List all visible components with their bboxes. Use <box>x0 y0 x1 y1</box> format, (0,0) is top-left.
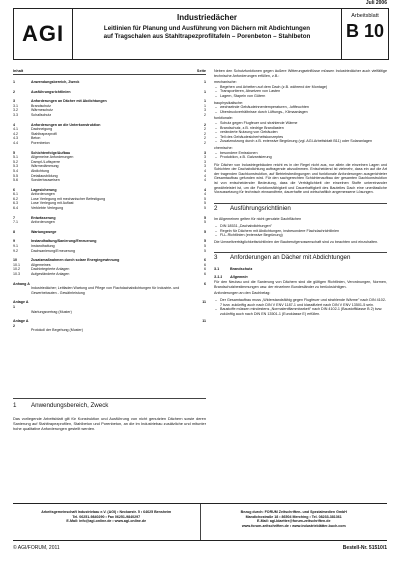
toc-entry-number: 6.1 <box>13 192 18 197</box>
toc-entry <box>13 178 206 183</box>
bullet-item: – Teil des Gebäudesicherheitskonzeptes <box>214 135 387 140</box>
footer-left-line-3: E-Mail: info@agi-online.de • www.agi-online.de <box>66 519 147 524</box>
toc-entry-page: 5 <box>204 201 206 206</box>
toc-entry-number: 10 <box>13 258 17 263</box>
section-2-list <box>214 224 387 238</box>
publication-date: Juli 2006 <box>365 0 387 6</box>
toc-entry-page: 3 <box>204 159 206 164</box>
intro-paragraph: Neben den Schutzfunktionen gegen äußere Witterungseinflüsse müssen Industriedächer auch vielfältige technische Anforderungen erfüllen, z.B.: <box>214 69 387 78</box>
toc-entry-page: 2 <box>204 140 206 145</box>
toc-entry-number: 10.2 <box>13 267 20 272</box>
mech-list <box>214 85 387 99</box>
toc-entry <box>13 90 206 95</box>
toc-entry-number: Anlage A 1 <box>13 300 29 309</box>
toc-entry-page: 1 <box>204 103 206 108</box>
bullet-item: – Regeln für Dächern mit Abdichtungen, insbesondere Flachdachrichtlinien <box>214 229 387 234</box>
chem-list <box>214 151 387 160</box>
toc-entry-label: Lagesicherung <box>31 187 57 192</box>
toc-entry-label: Dachintegrierte Anlagen <box>31 267 70 272</box>
subsection-3-1-title: Brandschutz <box>230 267 253 271</box>
toc-entry-number: 5.1 <box>13 155 18 160</box>
subsection-3-1-number: 3.1 <box>214 267 220 271</box>
section-1-heading <box>13 398 206 409</box>
toc-header-seite: Seite <box>196 69 206 73</box>
toc-header-inhalt: Inhalt <box>13 69 24 73</box>
section-1-title: Anwendungsbereich, Zweck <box>31 402 109 409</box>
toc-entry-label: Zusatzmaßnahmen durch solare Energiegewinnung <box>31 258 120 263</box>
toc-entry-label: Verklebte Verlegung <box>31 206 64 211</box>
toc-entry-number: 6.2 <box>13 196 18 201</box>
toc-entry-label: Instandhaltung/Sanierung/Erneuerung <box>31 239 97 244</box>
toc-entry-label: Lose Verlegung mit Auflast <box>31 201 74 206</box>
toc-entry-label: Wartungswege <box>31 229 57 234</box>
toc-entry-number: 6.4 <box>13 206 18 211</box>
toc-entry-number: Anhang A <box>13 281 30 286</box>
toc-entry-label: Sonderbauweisen <box>31 178 60 183</box>
toc-entry-page: 5 <box>204 248 206 253</box>
bullet-item: – Überdruckverhältnisse durch Lüftungs-, Klimaanlagen <box>214 110 387 115</box>
section-2-intro: Im Allgemeinen gelten für nicht genutzte Dachflächen <box>214 217 302 222</box>
footer-left-line-1: Arbeitsgemeinschaft Industriebau e.V. (AGI) • Neckarstr. 5 • 64625 Bensheim <box>41 510 172 514</box>
footer-right-line-2: Mandichostraße 18 • 86504 Merching • Tel. 08233-381361 <box>245 514 342 519</box>
subtitle-line-1: Leitlinien für Planung und Ausführung von Dächern mit Abdichtungen <box>103 25 311 32</box>
toc-entry-label: Industriedächer; Leitfaden Wartung und Pflege von Flachdachabdichtungen für Industrie- und Gewerbebauten - Gewährleistung <box>31 286 180 295</box>
toc-entry <box>13 286 206 295</box>
table-of-contents <box>13 69 206 333</box>
bullet-item: – wechselnde Gebäudeinnentemperaturen, -luftfeuchten <box>214 105 387 110</box>
toc-entry-label: Beton <box>31 136 41 141</box>
toc-entry-number: Anlage A 2 <box>13 319 29 328</box>
toc-entry-page <box>200 286 206 295</box>
toc-entry-number: 3 <box>13 99 15 104</box>
toc-entry-label: Aufgeständerte Anlagen <box>31 272 70 276</box>
toc-entry-page: 6 <box>204 281 206 286</box>
toc-entry-number: 3.3 <box>13 112 18 117</box>
toc-entry-label: Stahltrapezprofil <box>31 131 57 136</box>
toc-entry-page: 5 <box>204 196 206 201</box>
toc-list <box>13 80 206 333</box>
subsection-3-1-1-heading <box>214 275 387 280</box>
toc-entry <box>13 310 206 315</box>
subsection-3-1-1-title: Allgemein <box>230 274 248 279</box>
bullet-item: – besondere Emissionen <box>214 151 387 156</box>
header-title-block <box>73 9 341 59</box>
toc-entry <box>13 80 206 85</box>
document-footer <box>13 503 387 541</box>
agi-logo: AGI <box>14 9 73 59</box>
bullet-item: – Begehen und Arbeiten auf dem Dach (z.B. während der Montage) <box>214 85 387 90</box>
toc-entry-page: 4 <box>204 173 206 178</box>
toc-entry-label: Wartungsvertrag (Muster) <box>31 309 72 314</box>
toc-entry <box>13 272 206 277</box>
toc-entry-label: Dachneigung <box>31 127 53 132</box>
toc-entry <box>13 249 206 254</box>
section-2-text: Die Umweltverträglichkeitsrichtlinien der Bauberufgenossenschaft sind zu beachten und einzuhalten. <box>214 239 379 244</box>
toc-entry-label: Anforderungen <box>31 192 55 197</box>
toc-entry-page: 1 <box>204 89 206 94</box>
toc-entry-number: 5 <box>13 150 15 155</box>
right-column <box>214 69 387 316</box>
toc-entry-number: 5.4 <box>13 168 18 173</box>
toc-entry-page: 2 <box>204 112 206 117</box>
bullet-item: – Produktion, z.B. Galvanisierung <box>214 155 387 160</box>
toc-entry-page: 1 <box>204 99 206 104</box>
bullet-item: – Baustoffe müssen mindestens „Normalentflammbarkeit" nach DIN 4102-1 (Baustoffklasse B 2) bzw. zukünftig auch nach DIN EN 13501-1 (Euroklasse E) erfüllen. <box>214 307 387 316</box>
toc-entry-page: 11 <box>202 300 206 305</box>
chem-label: chemische: <box>214 145 233 150</box>
toc-entry-number: 9.1 <box>13 244 18 249</box>
section-2-number: 2 <box>214 204 218 212</box>
toc-entry-number: 4.3 <box>13 136 18 141</box>
toc-entry-label: Brandschutz <box>31 103 51 108</box>
order-number: Bestell-Nr. 51510/1 <box>342 545 387 551</box>
toc-entry-label: Detailausbildung <box>31 173 58 178</box>
section-3-number: 3 <box>214 254 218 262</box>
func-label: funktionale: <box>214 116 233 121</box>
section-3-heading <box>214 252 387 261</box>
toc-entry-label <box>31 319 200 328</box>
toc-entry-label: Schallschutz <box>31 112 52 117</box>
section-1 <box>13 398 206 431</box>
toc-entry-page: 1 <box>204 80 206 84</box>
toc-entry-page: 6 <box>204 267 206 272</box>
copyright-notice: © AGI/FORUM, 2011 <box>13 545 60 551</box>
requirements-paragraph: Für Dächer von Industriegebäuden reicht es in der Regel nicht aus, nur allein die einzelnen Lagen und Schichten der Dachabdichtung auftragende abzudimmen. Entscheidend ist vielmehr, dass ein auf die Art der tragenden Dachkonstruktion, auf Betriebsbedingungen und funktionale Anforderungen ausgerichteter Gesamtaufbau gefunden wird. Für den sachgerechten Schichtenaufbau der gesamten Dachkonstruktion ist von entscheidender Bedeutung, dass die Verträglichkeit der einzelnen Stoffe untereinander gewährleistet ist, um die Funktionsfähigkeit und Dauerhaftigkeit des Bauteiles Dach eine unerlässliche Voraussetzung für technisch einwandfreie, dauerhafte und wirtschaftlich angemessene Lösungen. <box>214 162 387 195</box>
section-2-heading <box>214 203 387 212</box>
section-3-intro: Anforderungen an den Dachbelag: <box>214 291 271 296</box>
toc-entry-number: 4.2 <box>13 131 18 136</box>
toc-entry-number: 5.3 <box>13 164 18 169</box>
func-list <box>214 121 387 144</box>
toc-entry <box>13 220 206 225</box>
toc-entry-page: 6 <box>204 258 206 263</box>
toc-entry-page: 2 <box>204 122 206 127</box>
toc-entry-label: Anwendungsbereich, Zweck <box>31 80 80 84</box>
toc-entry-number: 4.4 <box>13 140 18 145</box>
toc-entry-label: Anforderungen an die Unterkonstruktion <box>31 122 101 127</box>
toc-entry-label: Protokoll der Begehung (Muster) <box>31 328 83 333</box>
toc-entry <box>13 300 206 309</box>
toc-entry-page: 5 <box>204 206 206 211</box>
bullet-item: – FLL-Richtlinien (extensive Begrünung) <box>214 233 387 238</box>
toc-entry-label: Wärmedämmung <box>31 164 59 169</box>
toc-entry-label: Ausführungsrichtlinien <box>31 89 71 94</box>
toc-entry-page: 4 <box>204 178 206 183</box>
bullet-item: – Lagern, Stapeln von Gütern <box>214 94 387 99</box>
toc-entry-number <box>13 328 31 333</box>
toc-entry-number: 6.3 <box>13 201 18 206</box>
section-1-text: Das vorliegende Arbeitsblatt gilt für Konstruktion und Ausführung von nicht genutzten Dächern sowie deren Sanierung auf Stahltrapezprofilen, Stahlbeton und Porenbeton, an die im Industriebau zusätzliche und mitunter hohe qualitative Anforderungen gestellt werden. <box>13 416 206 431</box>
toc-entry-page: 4 <box>204 187 206 192</box>
mech-label: mechanische: <box>214 80 237 85</box>
toc-entry-number: 9.2 <box>13 248 18 253</box>
toc-entry-label: Lose Verlegung mit mechanischer Befestigung <box>31 196 106 201</box>
toc-entry <box>13 319 206 328</box>
toc-entry-number: 10.3 <box>13 272 20 276</box>
toc-entry-label: Entwässerung <box>31 215 56 220</box>
toc-entry-page: 5 <box>204 215 206 220</box>
section-3-list <box>214 298 387 316</box>
toc-entry-label: Allgemeine Anforderungen <box>31 155 74 160</box>
toc-entry-label: Instandhaltung <box>31 244 55 249</box>
footer-right-line-1: Bezug durch: FORUM Zeitschriften- und Spezialmedien GmbH <box>240 510 347 514</box>
toc-entry-page: 2 <box>204 131 206 136</box>
toc-entry-page: 11 <box>202 319 206 324</box>
sheet-id-block <box>341 9 388 59</box>
toc-entry-number: 3.2 <box>13 108 18 113</box>
toc-entry-label: Abdichtung <box>31 168 49 173</box>
toc-entry <box>13 328 206 333</box>
sheet-number: B 10 <box>345 21 385 41</box>
section-2-title: Ausführungsrichtlinien <box>230 204 291 212</box>
toc-entry-label: Anforderungen <box>31 220 55 225</box>
bullet-item: – Der Gesamtaufbau muss „Widerstandsfähig gegen Flugfeuer und strahlende Wärme" nach DIN 4102-7 bzw. zukünftig auch nach DIN V ENV 1187-1 und klassifiziert nach DIN V ENV 13501-5 sein. <box>214 298 387 307</box>
footer-right-line-4: www.forum-zeitschriften.de • www.industrieblätter-buch.com <box>241 523 346 528</box>
toc-entry-number <box>13 286 31 295</box>
toc-entry <box>13 141 206 146</box>
document-header <box>13 8 389 60</box>
bullet-item: – veränderte Nutzung von Gebäuden <box>214 130 387 135</box>
toc-entry-page: 4 <box>204 192 206 197</box>
footer-right-line-3: E-Mail: agi-blaetter@forum-zeitschriften.de <box>257 519 331 524</box>
toc-entry-page: 5 <box>204 244 206 249</box>
toc-entry-label: Wärmeschutz <box>31 108 53 113</box>
toc-entry-page: 6 <box>204 262 206 267</box>
phys-label: bauphysikalische: <box>214 100 244 105</box>
subsection-3-1-heading <box>214 267 387 272</box>
toc-entry-page: 2 <box>204 127 206 132</box>
footer-publisher-agi <box>13 504 200 540</box>
toc-entry-label: Porenbeton <box>31 140 50 145</box>
toc-entry-number <box>13 310 31 315</box>
toc-entry-number: 1 <box>13 80 15 84</box>
toc-entry-number: 6 <box>13 187 15 192</box>
toc-entry-page: 3 <box>204 108 206 113</box>
toc-entry-page: 5 <box>204 229 206 234</box>
bullet-item: – Brandschutz, z.B. niedrige Brandlasten <box>214 126 387 131</box>
section-3-title: Anforderungen an Dächer mit Abdichtungen <box>230 254 351 262</box>
toc-entry <box>13 113 206 118</box>
toc-entry-number: 7 <box>13 215 15 220</box>
toc-entry-number: 9 <box>13 239 15 244</box>
bullet-item: – Schutz gegen Flugfeuer und strahlende Wärme <box>214 121 387 126</box>
toc-entry-label: Allgemeines <box>31 262 51 267</box>
toc-entry-label <box>31 300 200 309</box>
footer-left-line-2: Tel. 06251-9840290 • Fax 06251-9840297 <box>72 514 141 519</box>
toc-entry-label: Anforderungen an Dächer mit Abdichtungen <box>31 99 107 104</box>
bullet-item: – Transportieren, Absetzen von Lasten <box>214 89 387 94</box>
toc-entry-page: 2 <box>204 136 206 141</box>
toc-entry-page <box>200 328 206 333</box>
toc-entry-label: Dampf-/Luftsperre <box>31 159 60 164</box>
document-title: Industriedächer <box>176 13 237 22</box>
toc-entry-page: 3 <box>204 164 206 169</box>
toc-entry <box>13 230 206 235</box>
section-1-number: 1 <box>13 402 17 409</box>
toc-entry-page: 6 <box>204 272 206 276</box>
toc-entry-number: 10.1 <box>13 262 20 267</box>
toc-entry-number: 5.6 <box>13 178 18 183</box>
bullet-item: – Zusatznutzung durch z.B. extensive Begrünung (vgl. AGI-Arbeitsblatt B11) oder Solaranlagen <box>214 139 387 144</box>
toc-entry <box>13 206 206 211</box>
subsection-3-1-1-number: 3.1.1 <box>214 274 223 279</box>
toc-entry-page: 3 <box>204 150 206 155</box>
toc-entry-number: 7.1 <box>13 220 18 225</box>
toc-entry-number: 5.5 <box>13 173 18 178</box>
toc-entry-page: 5 <box>204 239 206 244</box>
toc-entry-number: 4.1 <box>13 127 18 132</box>
bullet-item: – DIN 18531 „Dachabdichtungen" <box>214 224 387 229</box>
toc-entry-number: 5.2 <box>13 159 18 164</box>
toc-entry-number: 3.1 <box>13 103 18 108</box>
toc-entry-label: Schichtenfolge/Aufbau <box>31 150 71 155</box>
toc-entry-page: 4 <box>204 168 206 173</box>
toc-entry-label: Dachsanierung/Erneuerung <box>31 248 75 253</box>
subtitle-line-2: auf Tragschalen aus Stahltrapezprofiltafeln – Porenbeton – Stahlbeton <box>103 33 311 40</box>
toc-entry-page: 5 <box>204 220 206 225</box>
toc-header <box>13 69 206 75</box>
toc-entry-page <box>200 310 206 315</box>
toc-entry-number: 8 <box>13 229 15 234</box>
sheet-label: Arbeitsblatt <box>351 13 379 19</box>
section-3-text: Für den Neubau und die Sanierung von Dächern sind die gültigen Richtlinien, Verordnungen, Normen, Brandschutzbestimmungen usw. der einzelnen Bundesländer zu berücksichtigen. <box>214 280 387 289</box>
toc-entry-page: 3 <box>204 155 206 160</box>
phys-list <box>214 105 387 114</box>
toc-entry-number: 4 <box>13 122 15 127</box>
toc-entry-number: 2 <box>13 89 15 94</box>
document-subtitle <box>73 25 341 41</box>
footer-publisher-forum <box>200 504 388 540</box>
